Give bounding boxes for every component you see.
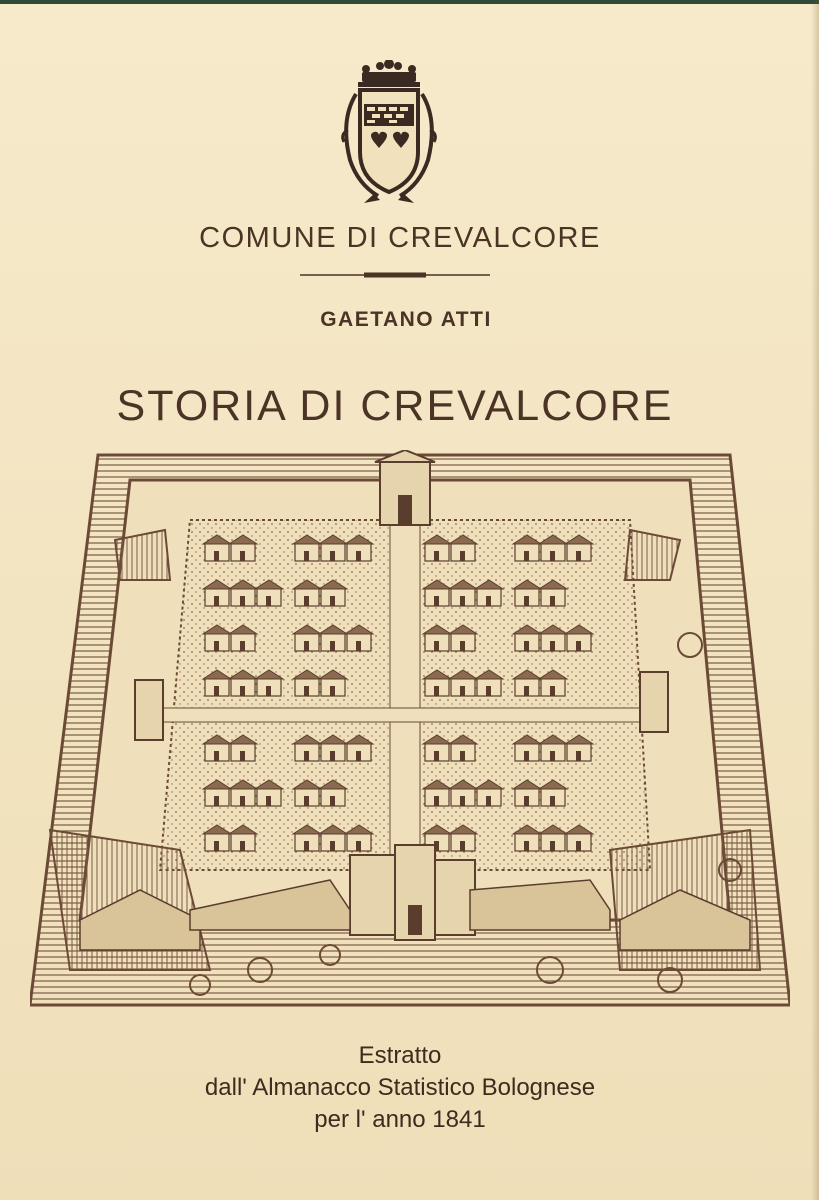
- subtitle-line: Estratto: [358, 1042, 442, 1069]
- organization-name: COMUNE DI CREVALCORE: [199, 222, 601, 254]
- subtitle-block: [0, 1040, 800, 1136]
- title-divider: [300, 272, 490, 278]
- subtitle-line: per l' anno 1841: [314, 1106, 486, 1133]
- coat-of-arms-icon: [334, 60, 444, 205]
- cover-right-edge: [811, 0, 819, 1200]
- subtitle-line: dall' Almanacco Statistico Bolognese: [204, 1074, 596, 1101]
- fortified-town-engraving: [30, 450, 790, 1010]
- cover-top-edge: [0, 0, 819, 4]
- author-name: GAETANO ATTI: [320, 308, 492, 331]
- book-title: STORIA DI CREVALCORE: [116, 382, 674, 430]
